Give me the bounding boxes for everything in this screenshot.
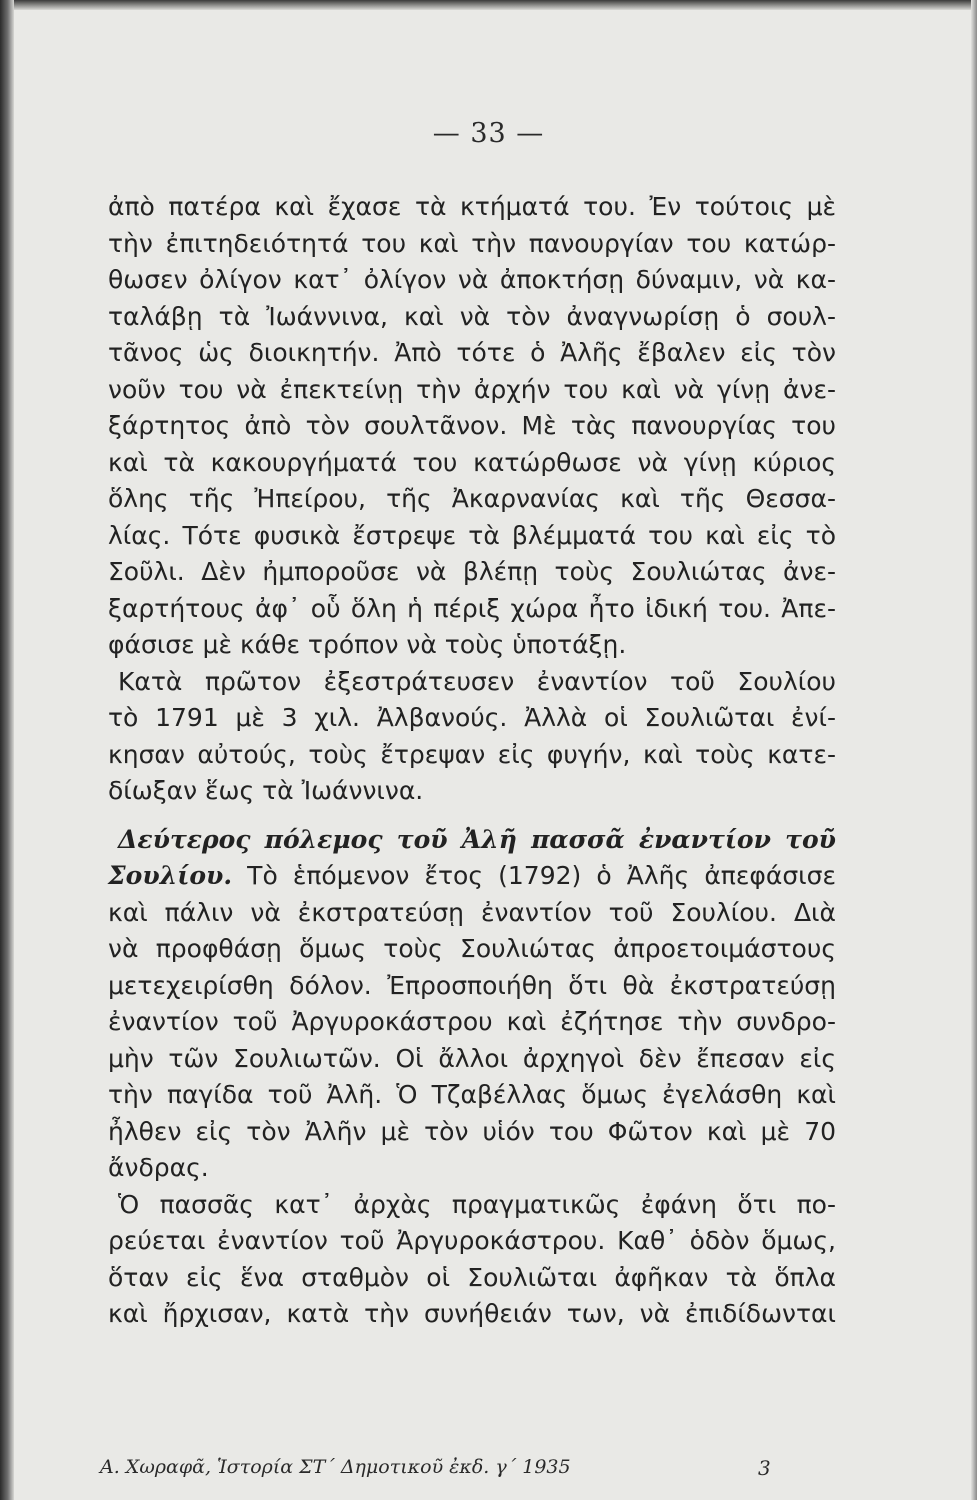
text-line: κησαν αὐτούς, τοὺς ἔτρεψαν εἰς φυγήν, καὶ τοὺς κατε- — [108, 739, 836, 769]
text-line: ὅλης τῆς Ἠπείρου, τῆς Ἀκαρνανίας καὶ τῆς Θεσσα- — [108, 484, 836, 513]
text-line: μετεχειρίσθη δόλον. Ἐπροσποιήθη ὅτι θὰ ἐκστρατεύσῃ — [108, 970, 836, 1000]
paragraph-4 — [108, 1187, 836, 1333]
section-heading-continued: Σουλίου. — [108, 861, 233, 890]
text-line: ὅταν εἰς ἕνα σταθμὸν οἱ Σουλιῶται ἀφῆκαν τὰ ὅπλα — [108, 1262, 836, 1292]
section-heading-paragraph — [108, 822, 836, 1187]
text-line: μὴν τῶν Σουλιωτῶν. Οἱ ἄλλοι ἀρχηγοὶ δὲν ἔπεσαν εἰς — [108, 1043, 836, 1073]
text-line: Ὁ πασσᾶς κατ᾿ ἀρχὰς πραγματικῶς ἐφάνη ὅτι πο- — [118, 1189, 836, 1219]
text-line: νὰ προφθάσῃ ὅμως τοὺς Σουλιώτας ἀπροετοιμάστους — [108, 934, 836, 963]
text-line: τᾶνος ὡς διοικητήν. Ἀπὸ τότε ὁ Ἀλῆς ἔβαλεν εἰς τὸν — [108, 338, 836, 367]
page-top-shadow — [0, 0, 977, 10]
text-line: καὶ πάλιν νὰ ἐκστρατεύσῃ ἐναντίον τοῦ Σουλίου. Διὰ — [108, 897, 836, 927]
paragraph-1 — [108, 189, 836, 664]
paragraph-2 — [108, 664, 836, 810]
footer-citation: Α. Χωραφᾶ, Ἱστορία ΣΤ΄ Δημοτικοῦ ἐκδ. γ΄ 1935 — [100, 1456, 571, 1478]
text-line: ἐναντίον τοῦ Ἀργυροκάστρου καὶ ἐζήτησε τὴν συνδρο- — [108, 1007, 836, 1036]
text-line: Κατὰ πρῶτον ἐξεστράτευσεν ἐναντίον τοῦ Σουλίου — [118, 666, 836, 696]
page-binding-shadow — [0, 0, 14, 1500]
text-line: ἦλθεν εἰς τὸν Ἀλῆν μὲ τὸν υἱόν του Φῶτον καὶ μὲ 70 — [108, 1116, 836, 1146]
text-line: ρεύεται ἐναντίον τοῦ Ἀργυροκάστρου. Καθ᾿ ὁδὸν ὅμως, — [108, 1226, 836, 1255]
text-line: φάσισε μὲ κάθε τρόπον νὰ τοὺς ὑποτάξῃ. — [108, 630, 627, 659]
text-line: τὸ 1791 μὲ 3 χιλ. Ἀλβανούς. Ἀλλὰ οἱ Σουλιῶται ἐνί- — [108, 703, 836, 732]
text-line: δίωξαν ἕως τὰ Ἰωάννινα. — [108, 776, 424, 805]
text-line: καὶ ἤρχισαν, κατὰ τὴν συνήθειάν των, νὰ ἐπιδίδωνται — [108, 1299, 836, 1328]
text-line: ἀπὸ πατέρα καὶ ἔχασε τὰ κτήματά του. Ἐν τούτοις μὲ — [108, 192, 836, 221]
text-line: ξαρτήτους ἀφ᾿ οὗ ὅλη ἡ πέριξ χώρα ἦτο ἰδική του. Ἀπε- — [108, 593, 836, 623]
text-line: λίας. Τότε φυσικὰ ἔστρεψε τὰ βλέμματά του καὶ εἰς τὸ — [108, 520, 836, 550]
text-line: Σοῦλι. Δὲν ἠμποροῦσε νὰ βλέπῃ τοὺς Σουλιώτας ἀνε- — [108, 557, 836, 586]
text-line: ταλάβῃ τὰ Ἰωάννινα, καὶ νὰ τὸν ἀναγνωρίσῃ ὁ σουλ- — [108, 301, 836, 331]
text-line: ἄνδρας. — [108, 1153, 209, 1182]
section-heading: Δεύτερος πόλεμος τοῦ Ἀλῆ πασσᾶ ἐναντίον τοῦ — [118, 824, 836, 854]
body-text — [108, 189, 836, 1333]
text-line: ξάρτητος ἀπὸ τὸν σουλτᾶνον. Μὲ τὰς πανουργίας του — [108, 411, 836, 440]
text-line: τὴν ἐπιτηδειότητά του καὶ τὴν πανουργίαν του κατώρ- — [108, 228, 836, 258]
text-line — [108, 858, 836, 895]
text-line: καὶ τὰ κακουργήματά του κατώρθωσε νὰ γίνῃ κύριος — [108, 447, 836, 477]
printer-signature: 3 — [758, 1456, 771, 1480]
text-line: νοῦν του νὰ ἐπεκτείνῃ τὴν ἀρχήν του καὶ νὰ γίνῃ ἀνε- — [108, 374, 836, 404]
text-line: θωσεν ὀλίγον κατ᾿ ὀλίγον νὰ ἀποκτήσῃ δύναμιν, νὰ κα- — [108, 265, 836, 294]
text-line: τὴν παγίδα τοῦ Ἀλῆ. Ὁ Τζαβέλλας ὅμως ἐγελάσθη καὶ — [108, 1080, 836, 1109]
page-right-edge — [971, 0, 977, 1500]
page-number: — 33 — — [432, 118, 545, 149]
text-fragment: Τὸ ἑπόμενον ἔτος (1792) ὁ Ἀλῆς ἀπεφάσισε — [232, 861, 836, 890]
